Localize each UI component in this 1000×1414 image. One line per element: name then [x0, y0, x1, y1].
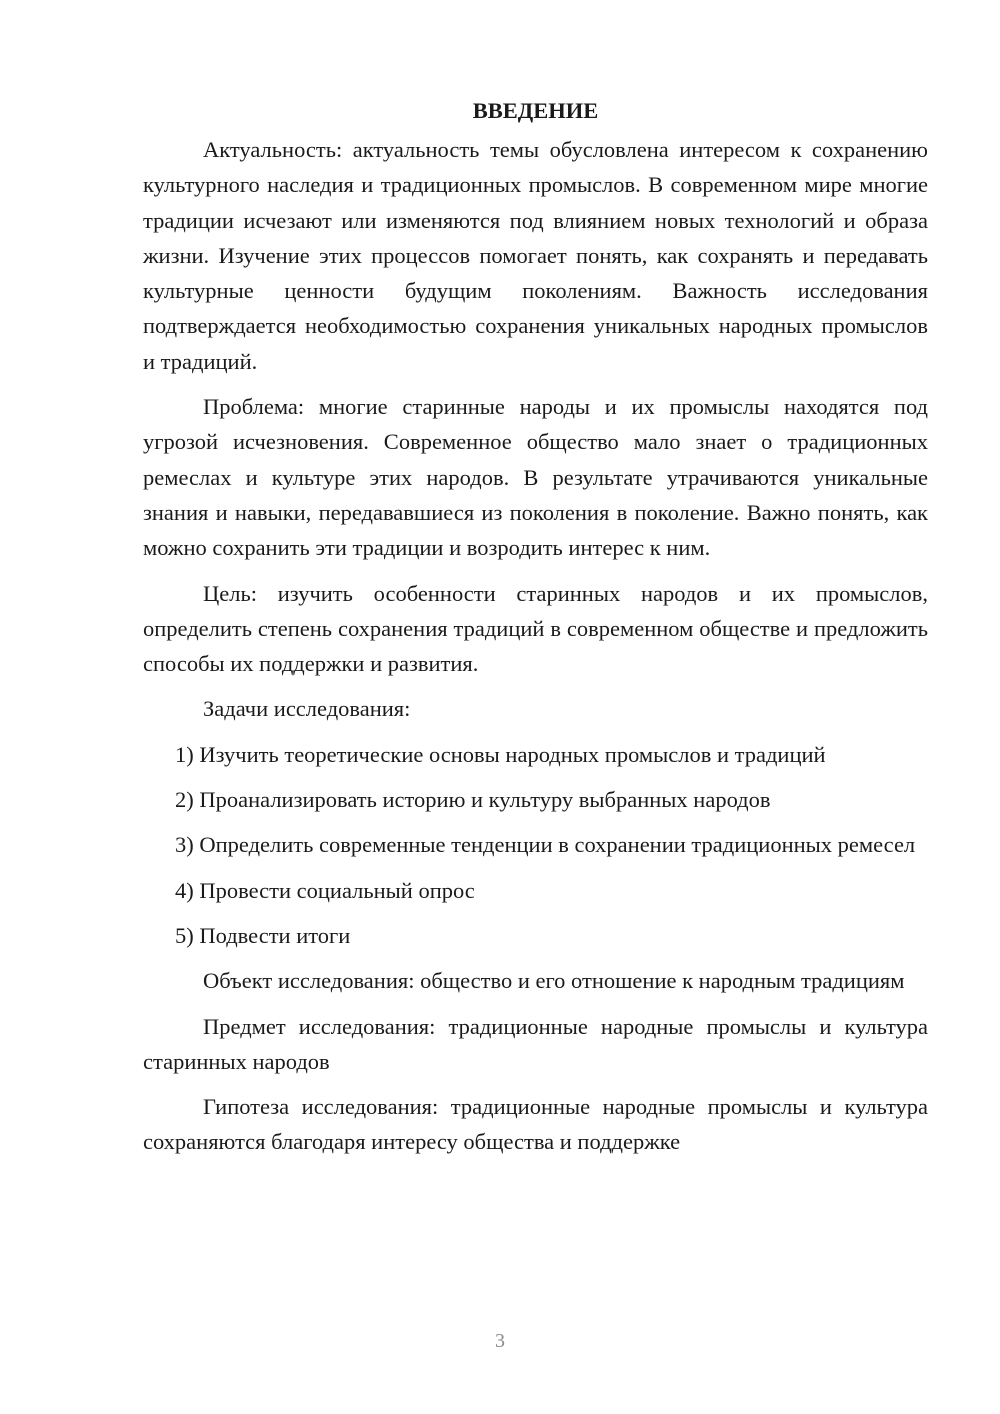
tasks-heading: Задачи исследования:: [203, 696, 411, 722]
relevance-paragraph: Актуальность: актуальность темы обусловлена интересом к сохранению культурного наследия и традиционных промыслов. В современном мире многие традиции исчезают или изменяются под влиянием новых технологий и образа жизни. Изучение этих процессов помогает понять, как сохранять и передавать культурные ценности будущим поколениям. Важность исследования подтверждается необходимостью сохранения уникальных народных промыслов и традиций.: [143, 137, 928, 374]
page-content: [143, 93, 928, 1170]
task-item: 2) Проанализировать историю и культуру выбранных народов: [175, 787, 771, 813]
problem-paragraph: Проблема: многие старинные народы и их промыслы находятся под угрозой исчезновения. Современное общество мало знает о традиционных ремеслах и культуре этих народов. В результате утрачиваются уникальные знания и навыки, передававшиеся из поколения в поколение. Важно понять, как можно сохранить эти традиции и возродить интерес к ним.: [143, 394, 928, 561]
subject-paragraph: Предмет исследования: традиционные народные промыслы и культура старинных народов: [143, 1013, 928, 1074]
task-item: 1) Изучить теоретические основы народных промыслов и традиций: [175, 741, 826, 767]
section-heading: ВВЕДЕНИЕ: [472, 98, 599, 123]
task-item: 4) Провести социальный опрос: [175, 877, 475, 903]
task-item: 3) Определить современные тенденции в сохранении традиционных ремесел: [175, 832, 916, 858]
object-paragraph: Объект исследования: общество и его отношение к народным традициям: [203, 968, 905, 994]
page-number: 3: [495, 1330, 505, 1352]
goal-paragraph: Цель: изучить особенности старинных народов и их промыслов, определить степень сохранения традиций в современном обществе и предложить способы их поддержки и развития.: [143, 580, 928, 677]
task-item: 5) Подвести итоги: [175, 922, 351, 948]
hypothesis-paragraph: Гипотеза исследования: традиционные народные промыслы и культура сохраняются благодаря интересу общества и поддержке: [143, 1094, 928, 1155]
